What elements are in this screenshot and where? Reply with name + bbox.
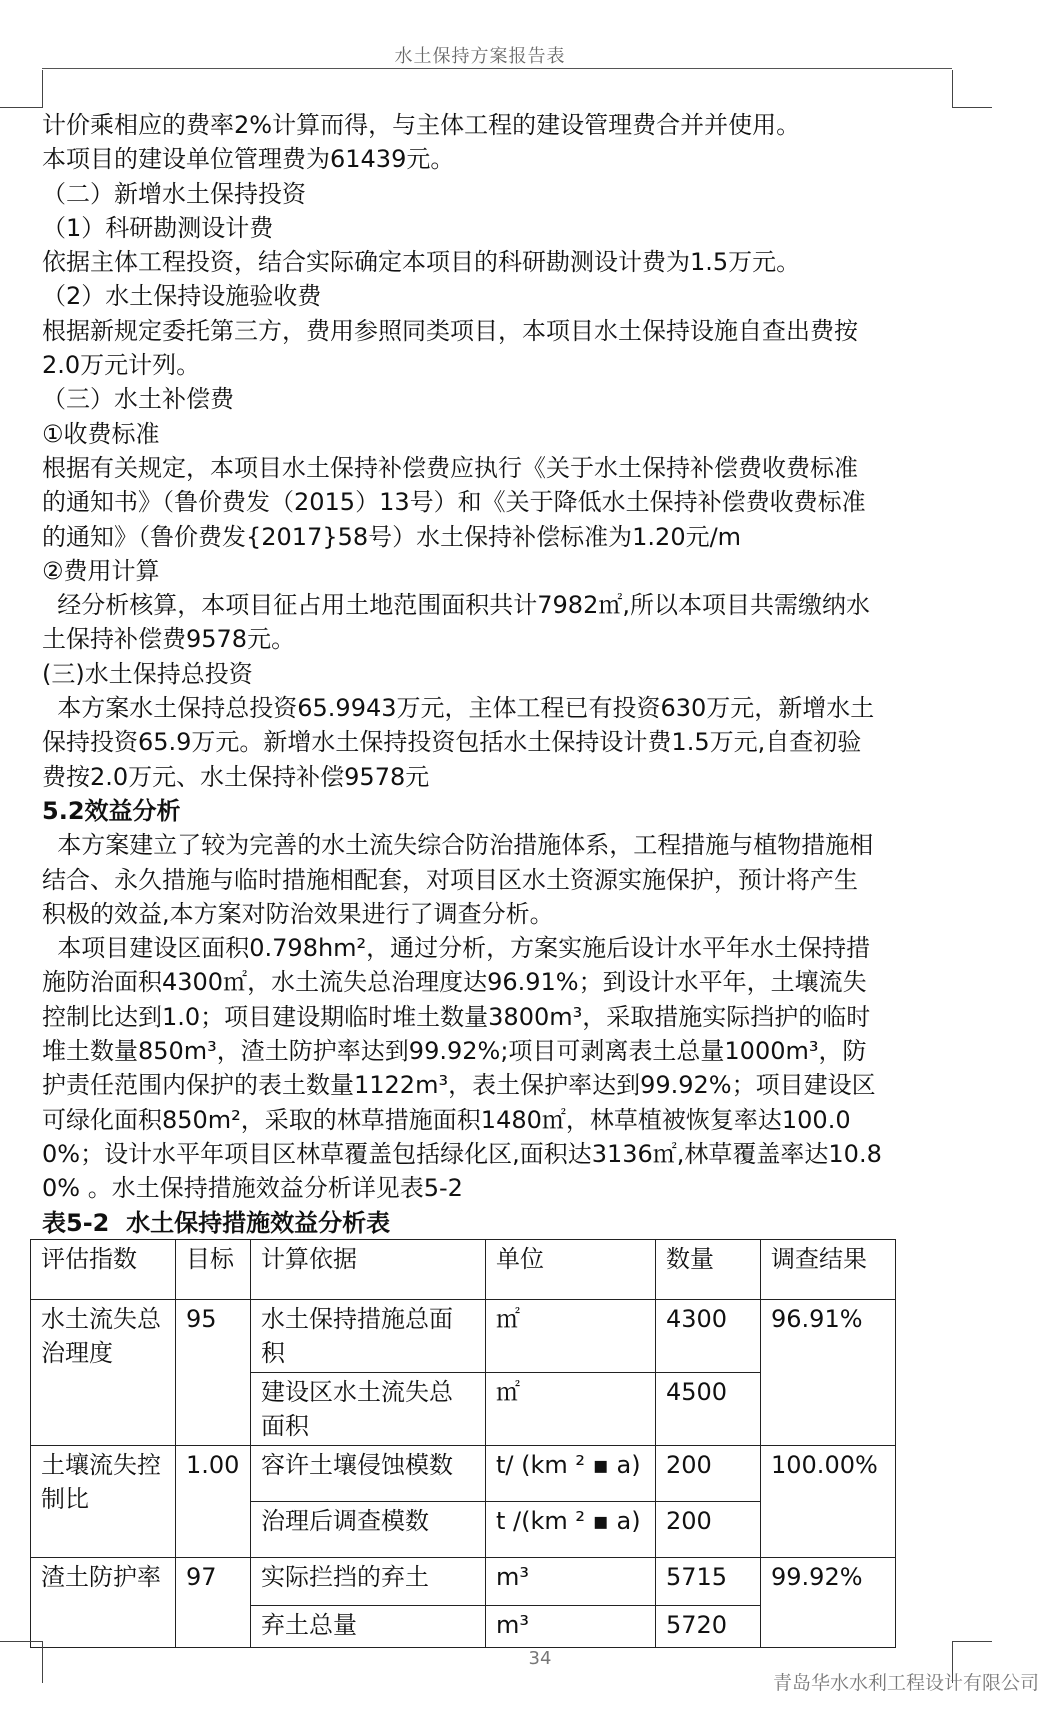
section-heading: ②费用计算 <box>42 556 160 585</box>
basis-cell: 治理后调查模数 <box>251 1502 486 1558</box>
unit-cell: ㎡ <box>486 1300 656 1373</box>
text-line: 可绿化面积850m²，采取的林草措施面积1480㎡，林草植被恢复率达100.0 <box>42 1105 851 1134</box>
section-heading: (三)水土保持总投资 <box>42 659 253 688</box>
quantity-cell: 5715 <box>656 1558 761 1606</box>
table-row <box>31 1446 896 1502</box>
section-heading: （1）科研勘测设计费 <box>42 213 274 242</box>
target-cell: 97 <box>176 1558 251 1648</box>
basis-cell: 容许土壤侵蚀模数 <box>251 1446 486 1502</box>
unit-cell: m³ <box>486 1606 656 1648</box>
report-header-title: 水土保持方案报告表 <box>394 46 566 67</box>
unit-cell: t /(km ² ▪ a) <box>486 1502 656 1558</box>
basis-cell: 实际拦挡的弃土 <box>251 1558 486 1606</box>
text-line: 本方案建立了较为完善的水土流失综合防治措施体系，工程措施与植物措施相 <box>42 831 874 860</box>
text-line: 0% 。水土保持措施效益分析详见表5-2 <box>42 1174 463 1203</box>
text-line: 的通知书》（鲁价费发（2015）13号）和《关于降低水土保持补偿费收费标准 <box>42 488 866 517</box>
text-line: 积极的效益,本方案对防治效果进行了调查分析。 <box>42 899 554 928</box>
text-line: 结合、永久措施与临时措施相配套，对项目区水土资源实施保护，预计将产生 <box>42 865 858 894</box>
table-header-row <box>31 1240 896 1300</box>
text-line: 计价乘相应的费率2%计算而得，与主体工程的建设管理费合并并使用。 <box>42 111 801 139</box>
section-heading: （二）新增水土保持投资 <box>42 179 306 208</box>
text-line: 2.0万元计列。 <box>42 351 201 380</box>
crop-mark-top-left-h <box>0 107 42 108</box>
index-cell: 水土流失总 治理度 <box>31 1300 176 1446</box>
section-heading: （三）水土补偿费 <box>42 385 234 414</box>
section-heading-5-2: 5.2效益分析 <box>42 796 181 825</box>
table-header-cell: 调查结果 <box>761 1240 896 1300</box>
text-line: 控制比达到1.0；项目建设期临时堆土数量3800m³，采取措施实际挡护的临时 <box>42 1002 871 1031</box>
table-row <box>31 1300 896 1373</box>
text-line: 堆土数量850m³，渣土防护率达到99.92%;项目可剥离表土总量1000m³，防 <box>42 1037 867 1066</box>
text-line: 费按2.0万元、水土保持补偿9578元 <box>42 762 430 791</box>
text-line: 经分析核算，本项目征占用土地范围面积共计7982㎡,所以本项目共需缴纳水 <box>42 591 870 620</box>
body-text <box>42 108 962 1240</box>
text-line: 施防治面积4300㎡，水土流失总治理度达96.91%；到设计水平年，土壤流失 <box>42 968 867 997</box>
table-header-cell: 单位 <box>486 1240 656 1300</box>
text-line: 的通知》（鲁价费发{2017}58号）水土保持补偿标准为1.20元/m <box>42 522 742 551</box>
crop-mark-top-right <box>952 70 953 108</box>
table-row <box>31 1558 896 1606</box>
crop-mark-bottom-right-h <box>952 1641 992 1642</box>
target-cell: 1.00 <box>176 1446 251 1558</box>
result-cell: 100.00% <box>761 1446 896 1558</box>
target-cell: 95 <box>176 1300 251 1446</box>
quantity-cell: 4300 <box>656 1300 761 1373</box>
result-cell: 96.91% <box>761 1300 896 1446</box>
quantity-cell: 5720 <box>656 1606 761 1648</box>
quantity-cell: 200 <box>656 1446 761 1502</box>
text-line: 本项目建设区面积0.798hm²，通过分析，方案实施后设计水平年水土保持措 <box>42 934 871 963</box>
result-cell: 99.92% <box>761 1558 896 1648</box>
table-caption: 表5-2 水土保持措施效益分析表 <box>42 1208 391 1237</box>
text-line: 护责任范围内保护的表土数量1122m³，表土保护率达到99.92%；项目建设区 <box>42 1071 876 1100</box>
text-line: 依据主体工程投资，结合实际确定本项目的科研勘测设计费为1.5万元。 <box>42 248 801 277</box>
text-line: 根据新规定委托第三方，费用参照同类项目，本项目水土保持设施自查出费按 <box>42 316 858 345</box>
basis-cell: 水土保持措施总面 积 <box>251 1300 486 1373</box>
crop-mark-top-left <box>42 70 43 108</box>
text-line: 本项目的建设单位管理费为61439元。 <box>42 145 455 174</box>
unit-cell: ㎡ <box>486 1373 656 1446</box>
table-header-cell: 目标 <box>176 1240 251 1300</box>
quantity-cell: 4500 <box>656 1373 761 1446</box>
section-heading: （2）水土保持设施验收费 <box>42 282 322 311</box>
index-cell: 渣土防护率 <box>31 1558 176 1648</box>
text-line: 本方案水土保持总投资65.9943万元，主体工程已有投资630万元，新增水土 <box>42 694 875 723</box>
text-line: 土保持补偿费9578元。 <box>42 625 296 654</box>
unit-cell: t/ (km ² ▪ a) <box>486 1446 656 1502</box>
table-header-cell: 数量 <box>656 1240 761 1300</box>
basis-cell: 建设区水土流失总 面积 <box>251 1373 486 1446</box>
footer-company-name: 青岛华水水利工程设计有限公司 <box>772 1672 1039 1694</box>
basis-cell: 弃土总量 <box>251 1606 486 1648</box>
table-header-cell: 评估指数 <box>31 1240 176 1300</box>
table-header-cell: 计算依据 <box>251 1240 486 1300</box>
unit-cell: m³ <box>486 1558 656 1606</box>
section-heading: ①收费标准 <box>42 419 160 448</box>
index-cell: 土壤流失控 制比 <box>31 1446 176 1558</box>
benefit-analysis-table <box>30 1239 896 1648</box>
quantity-cell: 200 <box>656 1502 761 1558</box>
text-line: 保持投资65.9万元。新增水土保持投资包括水土保持设计费1.5万元,自查初验 <box>42 728 862 757</box>
crop-mark-bottom-left-h <box>0 1641 42 1642</box>
header-rule <box>42 68 952 69</box>
text-line: 根据有关规定，本项目水土保持补偿费应执行《关于水土保持补偿费收费标准 <box>42 453 858 482</box>
page-number: 34 <box>528 1648 552 1669</box>
text-line: 0%；设计水平年项目区林草覆盖包括绿化区,面积达3136㎡,林草覆盖率达10.8 <box>42 1139 882 1168</box>
